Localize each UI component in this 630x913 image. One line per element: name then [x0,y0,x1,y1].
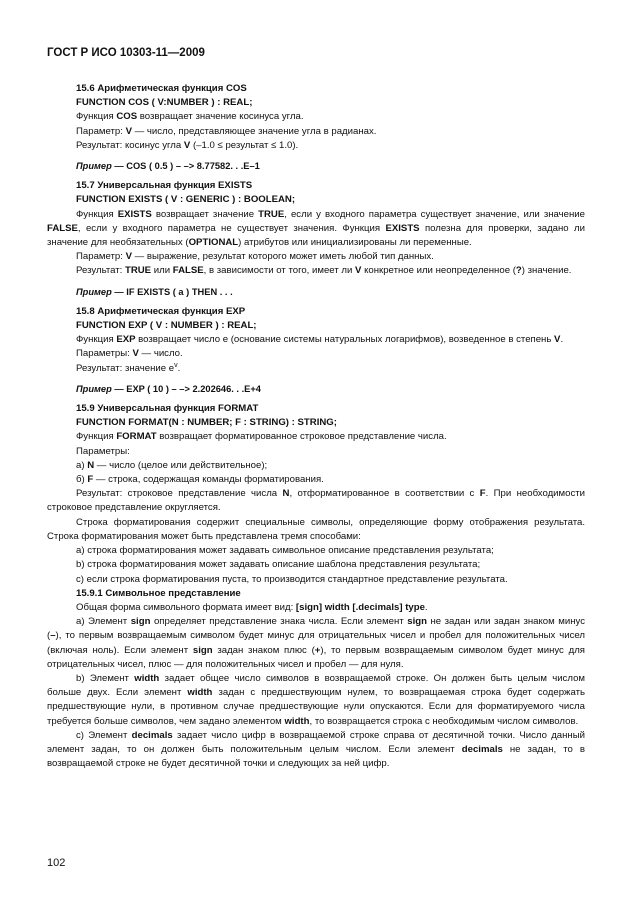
section-15-9-params-label: Параметры: [76,445,130,457]
section-15-9-1-title: 15.9.1 Символьное представление [76,587,241,599]
section-15-9-desc: Функция FORMAT возвращает форматированное строковое представление числа. [76,431,447,443]
section-15-8-desc: Функция EXP возвращает число e (основание системы натуральных логарифмов), возведенное в степень V. [76,334,564,346]
section-15-9-format-intro: Строка форматирования содержит специальные символы, определяющие форму отображения результата. Строка форматирования может быть представлена тремя способами: [47,516,585,542]
section-15-9-1-general: Общая форма символьного формата имеет вид: [sign] width [.decimals] type. [76,601,428,613]
section-15-9-format-b: b) строка форматирования может задавать описание шаблона представления результата; [76,559,481,571]
section-15-8-signature: FUNCTION EXP ( V : NUMBER ) : REAL; [76,320,257,332]
section-15-9-signature: FUNCTION FORMAT(N : NUMBER; F : STRING) : STRING; [76,417,337,429]
section-15-9-param-n: а) N — число (целое или действительное); [76,459,268,471]
document-header: ГОСТ Р ИСО 10303-11—2009 [47,47,205,59]
section-15-8-example: Пример — EXP ( 10 ) – –> 2.202646. . .E+4 [76,383,261,394]
section-15-6-signature: FUNCTION COS ( V:NUMBER ) : REAL; [76,97,253,109]
section-15-9-result: Результат: строковое представление числа N, отформатированное в соответствии с F. При необходимости строковое представление округляется. [47,488,586,514]
section-15-9-title: 15.9 Универсальная функция FORMAT [76,403,259,415]
section-15-6-desc: Функция COS возвращает значение косинуса угла. [76,111,304,123]
section-15-7-desc: Функция EXISTS возвращает значение TRUE, если у входного параметра существует значение, или значение FALSE, если у входного параметра не существует значения. Функция EXISTS полезна для проверки, задано ли значение для необязательных (OPTIONAL) атрибутов или инициализированы ли переменные. [47,208,585,249]
section-15-8-result: Результат: значение $e^v$. [76,361,181,374]
section-15-7-param: Параметр: V — выражение, результат которого может иметь любой тип данных. [76,251,434,263]
section-15-6-result: Результат: косинус угла V (–1.0 ≤ результат ≤ 1.0). [76,139,299,151]
section-15-6-title: 15.6 Арифметическая функция COS [76,83,247,94]
section-15-8-title: 15.8 Арифметическая функция EXP [76,305,246,317]
section-15-7-signature: FUNCTION EXISTS ( V : GENERIC ) : BOOLEAN; [76,194,296,206]
section-15-9-1-width: b) Элемент width задает общее число символов в возвращаемой строке. Он должен быть целым числом больше двух. Если элемент width задан с предшествующим нулем, то возвращаемая строка будет содержать предшествующие нули, в противном случае предшествующие нули опускаются. Если для форматируемого числа требуется больше символов, чем задано элементом width, то возвращается строка с необходимым числом символов. [47,672,585,727]
section-15-7-title: 15.7 Универсальная функция EXISTS [76,180,253,192]
section-15-6-param: Параметр: V — число, представляющее значение угла в радианах. [76,125,377,137]
section-15-9-param-f: б) F — строка, содержащая команды форматирования. [76,474,324,486]
section-15-9-format-c: с) если строка форматирования пуста, то производится стандартное представление результата. [76,573,508,585]
section-15-8-param: Параметры: V — число. [76,348,183,360]
section-15-9-1-sign: а) Элемент sign определяет представление знака числа. Если элемент sign не задан или задан знаком минус (–), то первым возвращаемым символом будет минус для отрицательных чисел и пробел для положительных чисел (включая ноль). Если элемент sign задан знаком плюс (+), то первым возвращаемым символом будет минус для отрицательных чисел, плюс — для положительных чисел и пробел — для нуля. [47,616,586,670]
section-15-7-result: Результат: TRUE или FALSE, в зависимости от того, имеет ли V конкретное или неопределенное (?) значение. [76,265,572,277]
page-content [47,82,585,771]
section-15-7-example: Пример — IF EXISTS ( a ) THEN . . . [76,286,233,297]
section-15-6-example: Пример — COS ( 0.5 ) – –> 8.77582. . .E–1 [76,161,260,172]
section-15-9-1-decimals: с) Элемент decimals задает число цифр в возвращаемой строке справа от десятичной точки. Число данный элемент задан, то он должен быть положительным целым числом. Если элемент decimals не задан, то в возвращаемой строке не будет десятичной точки и следующих за ней цифр. [47,729,585,770]
page-number: 102 [47,857,66,869]
section-15-9-format-a: а) строка форматирования может задавать символьное описание представления результата; [76,545,494,557]
